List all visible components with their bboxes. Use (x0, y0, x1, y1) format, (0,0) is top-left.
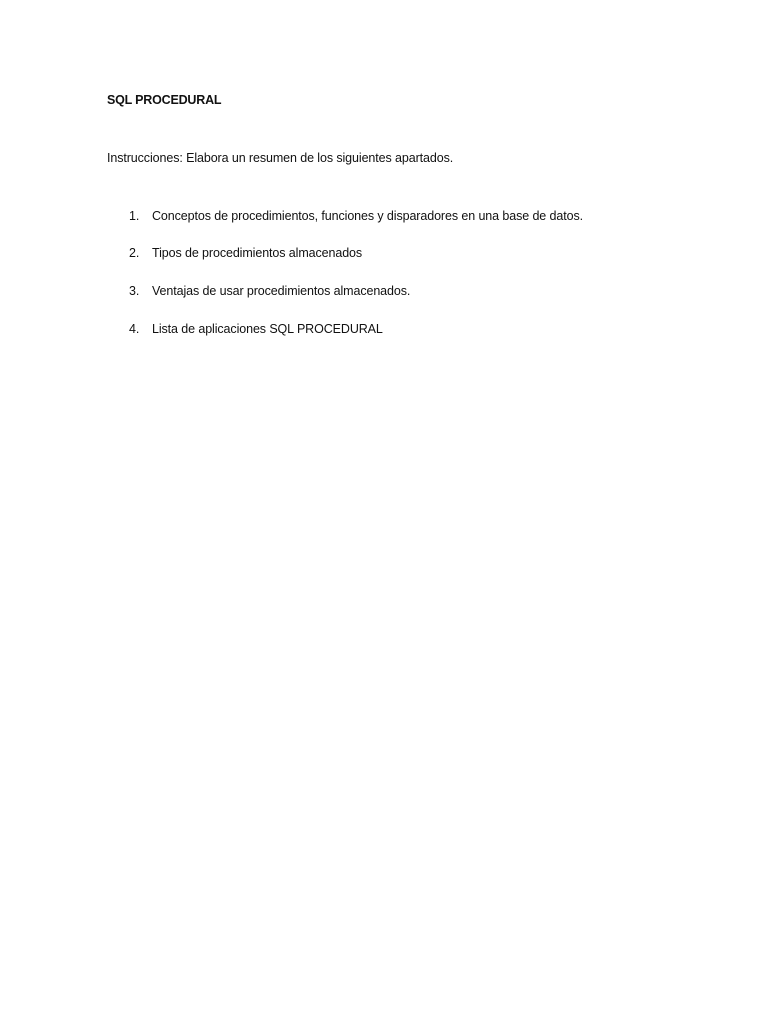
list-item-text: Conceptos de procedimientos, funciones y disparadores en una base de datos. (152, 209, 583, 223)
document-title: SQL PROCEDURAL (107, 93, 222, 107)
list-item-number: 2. (129, 246, 140, 260)
list-item-text: Lista de aplicaciones SQL PROCEDURAL (152, 322, 383, 336)
list-item-number: 4. (129, 322, 140, 336)
list-item-text: Tipos de procedimientos almacenados (152, 246, 363, 260)
list-item-text: Ventajas de usar procedimientos almacenados. (152, 284, 411, 298)
instructions-text: Instrucciones: Elabora un resumen de los siguientes apartados. (107, 151, 454, 165)
list-item-number: 1. (129, 209, 140, 223)
list-item-number: 3. (129, 284, 140, 298)
